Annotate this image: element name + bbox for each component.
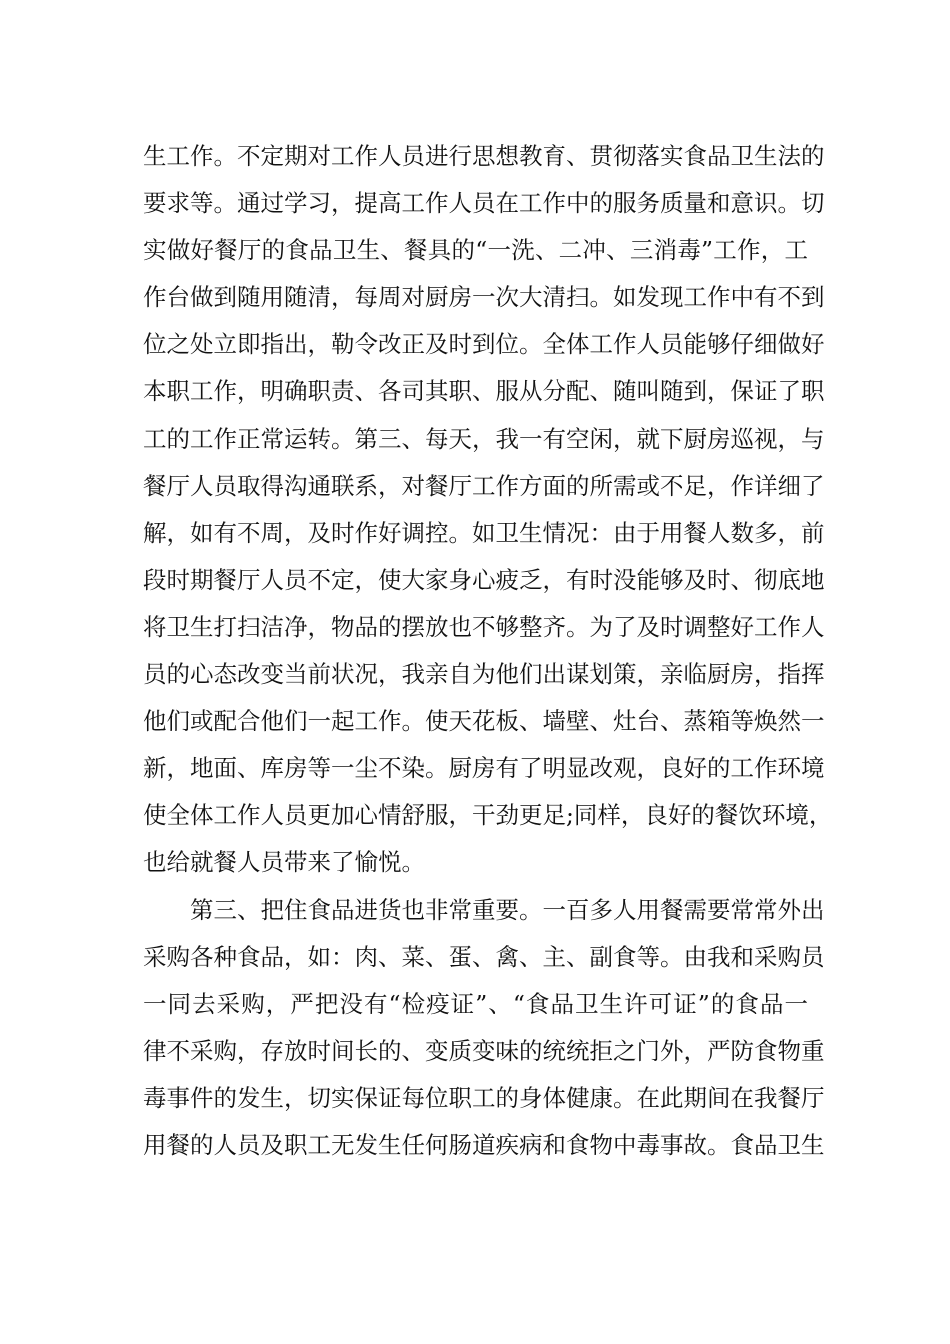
text-line: 用餐的人员及职工无发生任何肠道疾病和食物中毒事故。食品卫生 bbox=[143, 1130, 825, 1159]
text-line: 他们或配合他们一起工作。使天花板、墙壁、灶台、蒸箱等焕然一 bbox=[143, 707, 825, 736]
text-line: 段时期餐厅人员不定，使大家身心疲乏，有时没能够及时、彻底地 bbox=[143, 565, 825, 594]
text-line: 使全体工作人员更加心情舒服，干劲更足;同样，良好的餐饮环境， bbox=[143, 801, 833, 830]
text-line: 要求等。通过学习，提高工作人员在工作中的服务质量和意识。切 bbox=[143, 189, 825, 218]
text-line: 实做好餐厅的食品卫生、餐具的“一洗、二冲、三消毒”工作，工 bbox=[143, 236, 808, 265]
text-line-paragraph-start: 第三、把住食品进货也非常重要。一百多人用餐需要常常外出 bbox=[190, 895, 825, 924]
text-line: 餐厅人员取得沟通联系，对餐厅工作方面的所需或不足，作详细了 bbox=[143, 471, 825, 500]
text-line: 一同去采购，严把没有“检疫证”、“食品卫生许可证”的食品一 bbox=[143, 989, 808, 1018]
text-line: 律不采购，存放时间长的、变质变味的统统拒之门外，严防食物重 bbox=[143, 1036, 825, 1065]
body-text bbox=[143, 133, 833, 1169]
text-line: 本职工作，明确职责、各司其职、服从分配、随叫随到，保证了职 bbox=[143, 377, 825, 406]
text-line: 新，地面、库房等一尘不染。厨房有了明显改观，良好的工作环境 bbox=[143, 754, 825, 783]
text-line: 作台做到随用随清，每周对厨房一次大清扫。如发现工作中有不到 bbox=[143, 283, 825, 312]
text-line: 生工作。不定期对工作人员进行思想教育、贯彻落实食品卫生法的 bbox=[143, 142, 825, 170]
text-line: 工的工作正常运转。第三、每天，我一有空闲，就下厨房巡视，与 bbox=[143, 424, 825, 453]
text-line: 采购各种食品，如：肉、菜、蛋、禽、主、副食等。由我和采购员 bbox=[143, 942, 825, 971]
text-line: 解，如有不周，及时作好调控。如卫生情况：由于用餐人数多，前 bbox=[143, 518, 825, 547]
text-line: 将卫生打扫洁净，物品的摆放也不够整齐。为了及时调整好工作人 bbox=[143, 612, 825, 641]
text-line-paragraph-end: 也给就餐人员带来了愉悦。 bbox=[143, 848, 425, 877]
text-line: 位之处立即指出，勒令改正及时到位。全体工作人员能够仔细做好 bbox=[143, 330, 825, 359]
text-line: 员的心态改变当前状况，我亲自为他们出谋划策，亲临厨房，指挥 bbox=[143, 660, 825, 689]
text-line: 毒事件的发生，切实保证每位职工的身体健康。在此期间在我餐厅 bbox=[143, 1083, 825, 1112]
